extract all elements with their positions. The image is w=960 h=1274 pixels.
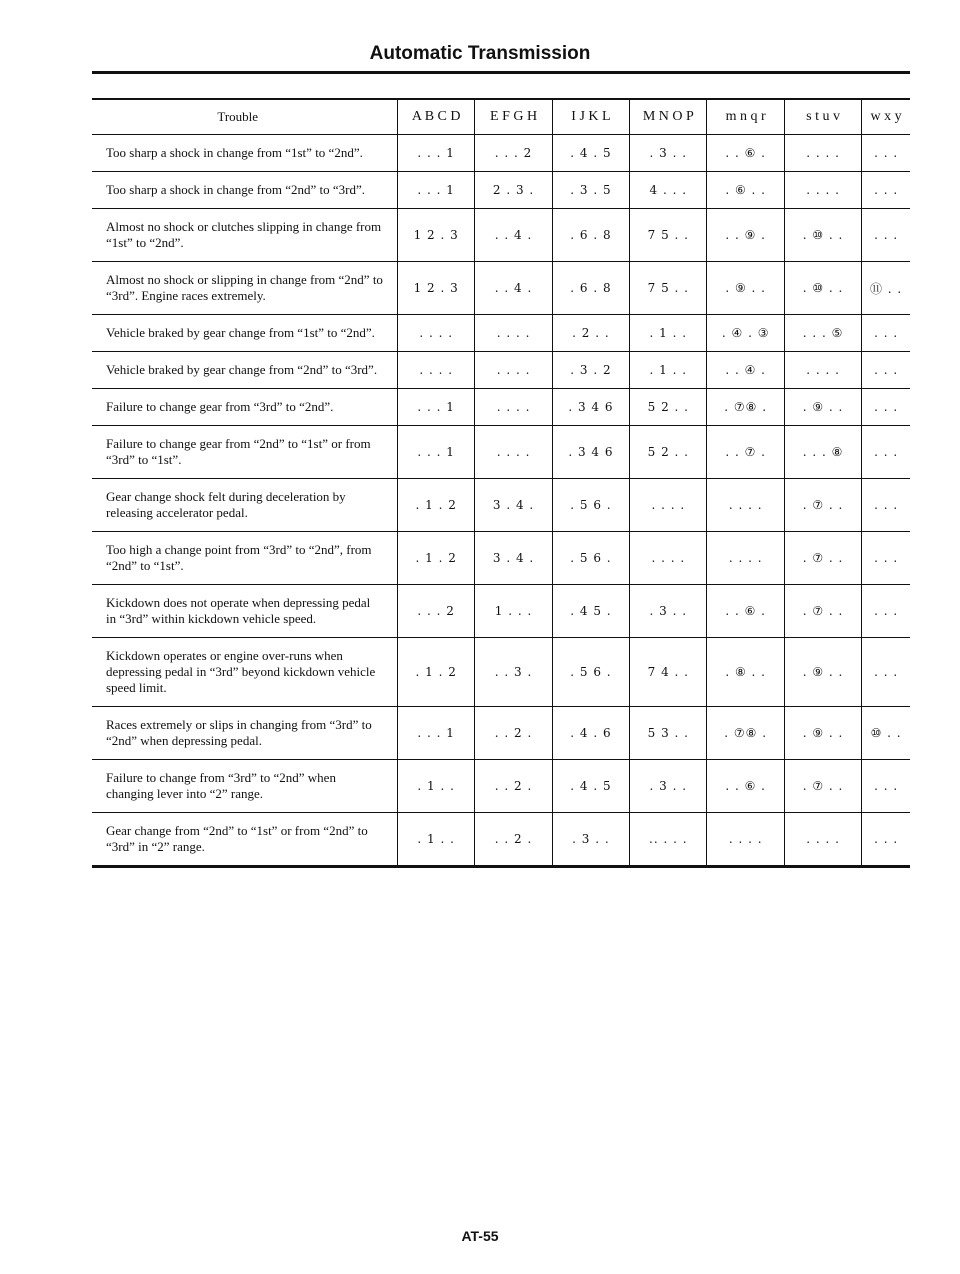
check-sequence-cell: . . . <box>862 426 910 479</box>
check-sequence-cell: . 4 . 5 <box>552 760 629 813</box>
check-sequence-cell: . . . <box>862 813 910 867</box>
check-sequence-cell: ⑩ . . <box>862 707 910 760</box>
row-spacer <box>383 209 397 262</box>
check-sequence-cell: 1 . . . <box>475 585 552 638</box>
check-sequence-cell: 1 2 . 3 <box>397 262 474 315</box>
check-sequence-cell: . . . <box>862 135 910 172</box>
check-sequence-cell: . . 4 . <box>475 262 552 315</box>
check-sequence-cell: . ⑦ . . <box>784 585 861 638</box>
row-spacer <box>383 352 397 389</box>
check-sequence-cell: . 3 . . <box>552 813 629 867</box>
group-header: s t u v <box>784 99 861 135</box>
check-sequence-cell: . ⑨ . . <box>784 638 861 707</box>
table-row <box>92 760 910 813</box>
check-sequence-cell: 5 3 . . <box>630 707 707 760</box>
check-sequence-cell: . ⑦ . . <box>784 479 861 532</box>
check-sequence-cell: 7 5 . . <box>630 262 707 315</box>
check-sequence-cell: 7 4 . . <box>630 638 707 707</box>
check-sequence-cell: 3 . 4 . <box>475 532 552 585</box>
check-sequence-cell: . . . 1 <box>397 426 474 479</box>
row-spacer <box>383 813 397 867</box>
check-sequence-cell: . . . . <box>784 172 861 209</box>
check-sequence-cell: . 3 . 5 <box>552 172 629 209</box>
check-sequence-cell: . 1 . . <box>397 760 474 813</box>
table-header-row <box>92 99 910 135</box>
check-sequence-cell: . . . <box>862 209 910 262</box>
group-header: w x y <box>862 99 910 135</box>
page-title: Automatic Transmission <box>369 43 591 64</box>
check-sequence-cell: . . . 1 <box>397 135 474 172</box>
group-header: A B C D <box>397 99 474 135</box>
table-row <box>92 352 910 389</box>
table-row <box>92 813 910 867</box>
check-sequence-cell: . . . ⑤ <box>784 315 861 352</box>
check-sequence-cell: . . ⑦ . <box>707 426 784 479</box>
check-sequence-cell: . . . ⑧ <box>784 426 861 479</box>
check-sequence-cell: . . . <box>862 352 910 389</box>
check-sequence-cell: . 1 . . <box>397 813 474 867</box>
check-sequence-cell: . ⑨ . . <box>707 262 784 315</box>
check-sequence-cell: 5 2 . . <box>630 389 707 426</box>
row-spacer <box>383 638 397 707</box>
check-sequence-cell: . . . <box>862 760 910 813</box>
check-sequence-cell: . 1 . 2 <box>397 532 474 585</box>
check-sequence-cell: . . . . <box>397 352 474 389</box>
check-sequence-cell: . . . 1 <box>397 172 474 209</box>
check-sequence-cell: .. . . . <box>630 813 707 867</box>
table-row <box>92 172 910 209</box>
page-number: AT-55 <box>461 1228 499 1244</box>
trouble-description: Failure to change gear from “3rd” to “2nd”. <box>92 389 383 426</box>
trouble-description: Too sharp a shock in change from “2nd” to “3rd”. <box>92 172 383 209</box>
row-spacer <box>383 585 397 638</box>
group-header: M N O P <box>630 99 707 135</box>
check-sequence-cell: . . . 1 <box>397 707 474 760</box>
check-sequence-cell: . 2 . . <box>552 315 629 352</box>
check-sequence-cell: . . 4 . <box>475 209 552 262</box>
check-sequence-cell: . 6 . 8 <box>552 209 629 262</box>
check-sequence-cell: . . . . <box>475 315 552 352</box>
check-sequence-cell: 7 5 . . <box>630 209 707 262</box>
check-sequence-cell: . ⑧ . . <box>707 638 784 707</box>
trouble-description: Races extremely or slips in changing from “3rd” to “2nd” when depressing pedal. <box>92 707 383 760</box>
check-sequence-cell: . . ⑥ . <box>707 760 784 813</box>
check-sequence-cell: . . . <box>862 638 910 707</box>
check-sequence-cell: . . . . <box>707 479 784 532</box>
row-spacer <box>383 262 397 315</box>
check-sequence-cell: . . . . <box>475 352 552 389</box>
row-spacer <box>383 760 397 813</box>
trouble-description: Vehicle braked by gear change from “1st” to “2nd”. <box>92 315 383 352</box>
title-rule <box>92 71 910 74</box>
check-sequence-cell: . ⑩ . . <box>784 262 861 315</box>
check-sequence-cell: . ⑦ . . <box>784 532 861 585</box>
trouble-description: Kickdown operates or engine over-runs when depressing pedal in “3rd” beyond kickdown vehicle speed limit. <box>92 638 383 707</box>
check-sequence-cell: 3 . 4 . <box>475 479 552 532</box>
trouble-description: Vehicle braked by gear change from “2nd” to “3rd”. <box>92 352 383 389</box>
table-row <box>92 532 910 585</box>
check-sequence-cell: . . . <box>862 532 910 585</box>
check-sequence-cell: . . 2 . <box>475 813 552 867</box>
check-sequence-cell: . . . 2 <box>475 135 552 172</box>
check-sequence-cell: . 1 . 2 <box>397 479 474 532</box>
check-sequence-cell: . ⑨ . . <box>784 389 861 426</box>
check-sequence-cell: . ⑦⑧ . <box>707 707 784 760</box>
check-sequence-cell: 1 2 . 3 <box>397 209 474 262</box>
check-sequence-cell: . 3 4 6 <box>552 389 629 426</box>
check-sequence-cell: . . ⑥ . <box>707 585 784 638</box>
trouble-description: Almost no shock or clutches slipping in change from “1st” to “2nd”. <box>92 209 383 262</box>
row-spacer <box>383 479 397 532</box>
check-sequence-cell: . ④ . ③ <box>707 315 784 352</box>
table-row <box>92 209 910 262</box>
check-sequence-cell: . . 2 . <box>475 707 552 760</box>
row-spacer <box>383 426 397 479</box>
trouble-column-header: Trouble <box>92 99 383 135</box>
check-sequence-cell: . 4 . 5 <box>552 135 629 172</box>
trouble-description: Kickdown does not operate when depressing pedal in “3rd” within kickdown vehicle speed. <box>92 585 383 638</box>
check-sequence-cell: 4 . . . <box>630 172 707 209</box>
group-header: m n q r <box>707 99 784 135</box>
check-sequence-cell: . . . <box>862 315 910 352</box>
check-sequence-cell: . . . 2 <box>397 585 474 638</box>
check-sequence-cell: . . . . <box>630 479 707 532</box>
table-body <box>92 135 910 867</box>
row-spacer <box>383 172 397 209</box>
row-spacer <box>383 315 397 352</box>
check-sequence-cell: . 3 . . <box>630 585 707 638</box>
trouble-description: Failure to change gear from “2nd” to “1st” or from “3rd” to “1st”. <box>92 426 383 479</box>
group-header: I J K L <box>552 99 629 135</box>
trouble-description: Gear change shock felt during deceleration by releasing accelerator pedal. <box>92 479 383 532</box>
header-spacer <box>383 99 397 135</box>
trouble-description: Almost no shock or slipping in change from “2nd” to “3rd”. Engine races extremely. <box>92 262 383 315</box>
check-sequence-cell: . 3 . 2 <box>552 352 629 389</box>
check-sequence-cell: . ⑦ . . <box>784 760 861 813</box>
check-sequence-cell: . . . 1 <box>397 389 474 426</box>
table-row <box>92 389 910 426</box>
check-sequence-cell: . 5 6 . <box>552 532 629 585</box>
table-row <box>92 262 910 315</box>
check-sequence-cell: . 6 . 8 <box>552 262 629 315</box>
check-sequence-cell: . . . <box>862 172 910 209</box>
troubleshooting-table <box>92 98 910 868</box>
check-sequence-cell: . 3 . . <box>630 760 707 813</box>
trouble-description: Too sharp a shock in change from “1st” to “2nd”. <box>92 135 383 172</box>
check-sequence-cell: . ⑨ . . <box>784 707 861 760</box>
trouble-description: Gear change from “2nd” to “1st” or from “2nd” to “3rd” in “2” range. <box>92 813 383 867</box>
check-sequence-cell: . . . . <box>475 426 552 479</box>
check-sequence-cell: . 1 . . <box>630 352 707 389</box>
check-sequence-cell: . . 2 . <box>475 760 552 813</box>
check-sequence-cell: . 3 . . <box>630 135 707 172</box>
check-sequence-cell: . . . . <box>707 813 784 867</box>
table-row <box>92 135 910 172</box>
group-header: E F G H <box>475 99 552 135</box>
check-sequence-cell: . ⑦⑧ . <box>707 389 784 426</box>
check-sequence-cell: . 4 5 . <box>552 585 629 638</box>
check-sequence-cell: . 5 6 . <box>552 479 629 532</box>
check-sequence-cell: . 1 . . <box>630 315 707 352</box>
check-sequence-cell: . . . . <box>784 135 861 172</box>
trouble-description: Too high a change point from “3rd” to “2nd”, from “2nd” to “1st”. <box>92 532 383 585</box>
check-sequence-cell: 2 . 3 . <box>475 172 552 209</box>
check-sequence-cell: . . . . <box>475 389 552 426</box>
check-sequence-cell: . . . <box>862 479 910 532</box>
check-sequence-cell: . ⑥ . . <box>707 172 784 209</box>
check-sequence-cell: . . ⑥ . <box>707 135 784 172</box>
row-spacer <box>383 532 397 585</box>
check-sequence-cell: . . ④ . <box>707 352 784 389</box>
row-spacer <box>383 707 397 760</box>
check-sequence-cell: . . . <box>862 585 910 638</box>
check-sequence-cell: . . ⑨ . <box>707 209 784 262</box>
check-sequence-cell: . . . . <box>707 532 784 585</box>
check-sequence-cell: . 3 4 6 <box>552 426 629 479</box>
table-row <box>92 707 910 760</box>
table-row <box>92 585 910 638</box>
check-sequence-cell: . . . . <box>784 813 861 867</box>
check-sequence-cell: . . . . <box>630 532 707 585</box>
table-row <box>92 426 910 479</box>
check-sequence-cell: . . 3 . <box>475 638 552 707</box>
check-sequence-cell: . . . <box>862 389 910 426</box>
check-sequence-cell: . 1 . 2 <box>397 638 474 707</box>
row-spacer <box>383 135 397 172</box>
table-row <box>92 638 910 707</box>
check-sequence-cell: . 5 6 . <box>552 638 629 707</box>
trouble-description: Failure to change from “3rd” to “2nd” when changing lever into “2” range. <box>92 760 383 813</box>
check-sequence-cell: . 4 . 6 <box>552 707 629 760</box>
check-sequence-cell: . ⑩ . . <box>784 209 861 262</box>
row-spacer <box>383 389 397 426</box>
check-sequence-cell: ⑪ . . <box>862 262 910 315</box>
check-sequence-cell: 5 2 . . <box>630 426 707 479</box>
table-row <box>92 315 910 352</box>
table-row <box>92 479 910 532</box>
check-sequence-cell: . . . . <box>784 352 861 389</box>
check-sequence-cell: . . . . <box>397 315 474 352</box>
